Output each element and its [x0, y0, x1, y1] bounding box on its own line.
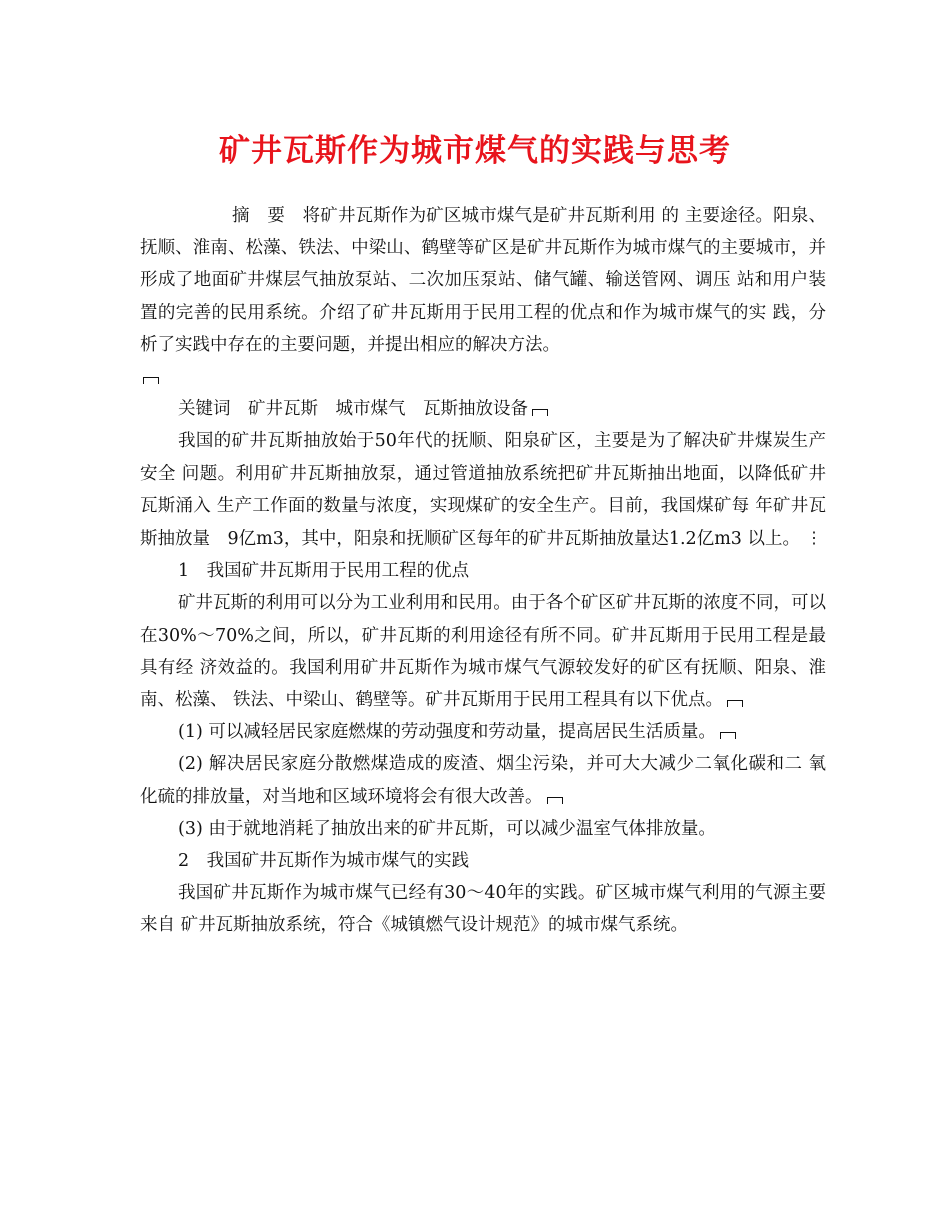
- paragraph-mark-line: [140, 361, 826, 393]
- list-item-2: [140, 748, 826, 812]
- keywords-paragraph: [140, 393, 826, 425]
- abstract-paragraph: [140, 200, 826, 361]
- abstract-text: 摘 要 将矿井瓦斯作为矿区城市煤气是矿井瓦斯利用 的 主要途径。阳泉、抚顺、淮南、松藻、铁法、中梁山、鹤壁等矿区是矿井瓦斯作为城市煤气的主要城市，并形成了地面矿井煤层气抽放泵站、二次加压泵站、储气罐、输送管网、调压 站和用户装置的完善的民用系统。介绍了矿井瓦斯用于民用工程的优点和作为城市煤气的实 践，分析了实践中存在的主要问题，并提出相应的解决方法。: [140, 206, 826, 355]
- document-title: 矿井瓦斯作为城市煤气的实践与思考: [219, 133, 731, 169]
- section2-heading: 2 我国矿井瓦斯作为城市煤气的实践: [178, 851, 470, 872]
- paragraph-mark-icon: [547, 797, 563, 804]
- list-item-3: (3) 由于就地消耗了抽放出来的矿井瓦斯，可以减少温室气体排放量。: [178, 818, 716, 839]
- document-body: [140, 200, 826, 942]
- section1-heading: 1 我国矿井瓦斯用于民用工程的优点: [178, 561, 470, 582]
- section2-paragraph: 我国矿井瓦斯作为城市煤气已经有30～40年的实践。矿区城市煤气利用的气源主要来自 矿井瓦斯抽放系统，符合《城镇燃气设计规范》的城市煤气系统。: [140, 883, 826, 936]
- list-item-1-text: (1) 可以减轻居民家庭燃煤的劳动强度和劳动量，提高居民生活质量。: [178, 722, 716, 743]
- intro-paragraph: [140, 425, 826, 555]
- paragraph-mark-icon: [532, 409, 548, 416]
- section1-text: 矿井瓦斯的利用可以分为工业利用和民用。由于各个矿区矿井瓦斯的浓度不同，可以 在30%～70%之间，所以，矿井瓦斯的利用途径有所不同。矿井瓦斯用于民用工程是最具有经 济效益的。我国利用矿井瓦斯作为城市煤气气源较发好的矿区有抚顺、阳泉、淮南、松藻、 铁法、中梁山、鹤壁等。矿井瓦斯用于民用工程具有以下优点。: [140, 593, 826, 711]
- paragraph-mark-icon: [720, 732, 736, 739]
- intro-text: 我国的矿井瓦斯抽放始于50年代的抚顺、阳泉矿区，主要是为了解决矿井煤炭生产安全 问题。利用矿井瓦斯抽放泵，通过管道抽放系统把矿井瓦斯抽出地面，以降低矿井瓦斯涌入 生产工作面的数量与浓度，实现煤矿的安全生产。目前，我国煤矿每 年矿井瓦斯抽放量 9亿m3，其中，阳泉和抚顺矿区每年的矿井瓦斯抽放量达1.2亿m3 以上。: [140, 431, 826, 550]
- section1-paragraph: [140, 587, 826, 716]
- paragraph-mark-icon: [727, 700, 743, 707]
- list-item-2-text: (2) 解决居民家庭分散燃煤造成的废渣、烟尘污染，并可大大减少二氧化碳和二 氧化硫的排放量，对当地和区域环境将会有很大改善。: [140, 754, 826, 807]
- intro-tail-mark: ⋮: [805, 528, 822, 548]
- keywords-text: 关键词 矿井瓦斯 城市煤气 瓦斯抽放设备: [178, 399, 528, 420]
- list-item-1: [140, 716, 826, 748]
- paragraph-mark-icon: [143, 377, 159, 384]
